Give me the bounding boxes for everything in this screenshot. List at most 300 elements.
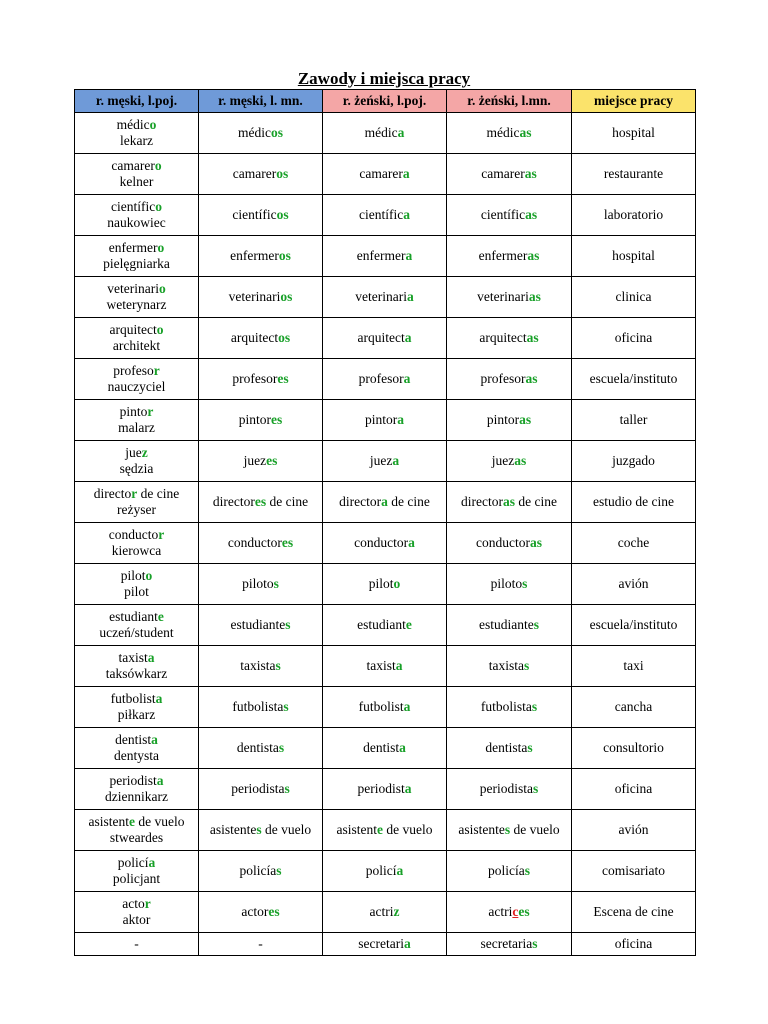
cell-fem-plural: [447, 687, 572, 728]
polish-translation: policjant: [112, 871, 161, 886]
polish-translation: uczeń/student: [99, 625, 174, 640]
spanish-word: [76, 527, 197, 543]
cell-masc-plural: [199, 400, 323, 441]
word-suffix: de vuelo: [383, 822, 433, 837]
word-ending: s: [278, 740, 285, 755]
header-row: [75, 90, 696, 113]
word-stem: asistente: [458, 822, 505, 837]
cell-masc-plural: [199, 851, 323, 892]
cell-masc-singular: [75, 236, 199, 277]
word-ending: s: [276, 863, 282, 878]
cell-workplace: estudio de cine: [572, 482, 696, 523]
table-row: [75, 851, 696, 892]
word-ending: s: [283, 699, 289, 714]
cell-fem-plural: [447, 277, 572, 318]
word-stem: médic: [116, 117, 150, 132]
irregular-letter: c: [512, 904, 519, 919]
word-ending: e: [129, 814, 135, 829]
table-row: [75, 400, 696, 441]
header-masc-singular: r. męski, l.poj.: [75, 90, 199, 113]
cell-masc-plural: [199, 482, 323, 523]
polish-translation: kierowca: [111, 543, 162, 558]
word-ending: a: [406, 289, 414, 304]
polish-translation: malarz: [118, 420, 155, 435]
word-stem: periodist: [357, 781, 405, 796]
spanish-word: [76, 322, 197, 338]
word-ending: o: [155, 199, 162, 214]
word-suffix: de vuelo: [135, 814, 185, 829]
word-stem: secretari: [358, 936, 404, 951]
word-ending: s: [531, 699, 538, 714]
word-ending: s: [273, 576, 279, 591]
word-stem: secretaria: [480, 936, 533, 951]
cell-masc-plural: [199, 359, 323, 400]
word-ending: os: [278, 330, 291, 345]
cell-masc-plural: [199, 236, 323, 277]
word-stem: acto: [122, 896, 145, 911]
word-stem: científic: [359, 207, 404, 222]
word-ending: s: [275, 658, 281, 673]
cell-fem-singular: [323, 687, 447, 728]
word-ending: a: [408, 535, 415, 550]
table-row: [75, 892, 696, 933]
cell-masc-plural: [199, 195, 323, 236]
word-stem: conducto: [108, 527, 159, 542]
cell-fem-plural: [447, 769, 572, 810]
word-ending: s: [285, 617, 291, 632]
cell-fem-singular: [323, 646, 447, 687]
spanish-word: [76, 773, 197, 789]
word-stem: veterinari: [228, 289, 281, 304]
cell-workplace: juzgado: [572, 441, 696, 482]
word-ending: a: [395, 658, 403, 673]
spanish-word: [76, 404, 197, 420]
word-ending: as: [527, 248, 540, 263]
cell-masc-plural: [199, 769, 323, 810]
word-stem: futbolista: [480, 699, 532, 714]
header-fem-plural: r. żeński, l.mn.: [447, 90, 572, 113]
table-row: [75, 482, 696, 523]
spanish-word: [76, 650, 197, 666]
word-stem: arquitect: [479, 330, 527, 345]
cell-masc-singular: [75, 359, 199, 400]
polish-translation: dentysta: [114, 748, 159, 763]
word-ending: es: [277, 371, 289, 386]
cell-masc-plural: [199, 113, 323, 154]
word-stem: enfermer: [478, 248, 528, 263]
word-stem: conductor: [354, 535, 409, 550]
word-ending: es: [271, 412, 283, 427]
word-ending: a: [381, 494, 388, 509]
word-stem: juez: [243, 453, 267, 468]
polish-translation: reżyser: [117, 502, 156, 517]
cell-fem-plural: [447, 523, 572, 564]
cell-fem-plural: [447, 154, 572, 195]
word-stem: dentista: [485, 740, 528, 755]
cell-fem-singular: [323, 933, 447, 956]
cell-fem-plural: [447, 851, 572, 892]
cell-masc-plural: [199, 318, 323, 359]
cell-fem-plural: [447, 933, 572, 956]
word-stem: director: [212, 494, 255, 509]
word-stem: estudiante: [479, 617, 534, 632]
spanish-word: [76, 240, 197, 256]
word-stem: arquitect: [357, 330, 405, 345]
cell-workplace: avión: [572, 564, 696, 605]
word-ending: a: [403, 699, 411, 714]
word-stem: dentist: [115, 732, 152, 747]
polish-translation: sędzia: [119, 461, 154, 476]
word-stem: taxist: [366, 658, 396, 673]
word-suffix: de cine: [137, 486, 180, 501]
cell-fem-singular: [323, 810, 447, 851]
cell-fem-singular: [323, 113, 447, 154]
word-stem: periodist: [109, 773, 157, 788]
cell-fem-singular: [323, 195, 447, 236]
cell-fem-singular: [323, 154, 447, 195]
word-stem: policí: [117, 855, 149, 870]
word-stem: periodista: [479, 781, 533, 796]
header-masc-plural: r. męski, l. mn.: [199, 90, 323, 113]
word-stem: estudiant: [357, 617, 406, 632]
polish-translation: lekarz: [120, 133, 153, 148]
word-ending: as: [519, 412, 532, 427]
word-ending: a: [151, 732, 158, 747]
cell-fem-singular: [323, 359, 447, 400]
word-ending: os: [270, 125, 283, 140]
word-stem: médic: [364, 125, 398, 140]
cell-masc-singular: [75, 318, 199, 359]
cell-fem-plural: [447, 605, 572, 646]
header-workplace: miejsce pracy: [572, 90, 696, 113]
cell-workplace: consultorio: [572, 728, 696, 769]
spanish-word: [76, 199, 197, 215]
cell-masc-plural: [199, 892, 323, 933]
cell-fem-plural: [447, 359, 572, 400]
word-stem: camarer: [359, 166, 403, 181]
table-row: [75, 441, 696, 482]
word-stem: policí: [365, 863, 397, 878]
word-ending: a: [405, 248, 413, 263]
table-row: [75, 810, 696, 851]
cell-workplace: taller: [572, 400, 696, 441]
word-ending: a: [399, 740, 406, 755]
word-suffix: de cine: [515, 494, 557, 509]
spanish-word: [76, 691, 197, 707]
word-suffix: de vuelo: [510, 822, 560, 837]
word-stem: veterinari: [355, 289, 407, 304]
word-ending: a: [403, 936, 411, 951]
cell-masc-plural: [199, 728, 323, 769]
word-ending: o: [393, 576, 401, 591]
word-stem: juez: [491, 453, 515, 468]
cell-masc-singular: [75, 605, 199, 646]
cell-fem-plural: [447, 318, 572, 359]
word-stem: director: [339, 494, 382, 509]
polish-translation: kelner: [119, 174, 154, 189]
cell-workplace: comisariato: [572, 851, 696, 892]
polish-translation: stweardes: [109, 830, 164, 845]
cell-fem-singular: [323, 482, 447, 523]
cell-workplace: coche: [572, 523, 696, 564]
spanish-word: [76, 732, 197, 748]
word-ending: e: [377, 822, 383, 837]
word-stem: juez: [369, 453, 393, 468]
spanish-word: [76, 158, 197, 174]
cell-masc-singular: [75, 728, 199, 769]
word-stem: jue: [125, 445, 142, 460]
word-stem: profesor: [480, 371, 526, 386]
word-stem: camarer: [232, 166, 277, 181]
cell-masc-singular: [75, 482, 199, 523]
word-ending: as: [526, 330, 539, 345]
spanish-word: [76, 814, 197, 830]
word-stem: pinto: [119, 404, 148, 419]
word-ending: a: [396, 863, 404, 878]
cell-fem-singular: [323, 892, 447, 933]
spanish-word: [76, 609, 197, 625]
cell-masc-singular: [75, 646, 199, 687]
cell-fem-plural: [447, 728, 572, 769]
cell-masc-singular: [75, 564, 199, 605]
cell-fem-singular: [323, 605, 447, 646]
cell-masc-plural: [199, 687, 323, 728]
spanish-word: [76, 117, 197, 133]
cell-masc-plural: [199, 605, 323, 646]
word-ending: o: [157, 240, 165, 255]
word-stem: dentist: [363, 740, 400, 755]
word-ending: s: [256, 822, 262, 837]
professions-table: [74, 89, 696, 956]
cell-masc-singular: [75, 195, 199, 236]
word-ending: s: [532, 936, 538, 951]
word-ending: o: [154, 158, 162, 173]
word-ending: a: [392, 453, 400, 468]
cell-masc-plural: -: [199, 933, 323, 956]
word-stem: pintor: [486, 412, 520, 427]
word-stem: enfermer: [230, 248, 279, 263]
cell-workplace: oficina: [572, 933, 696, 956]
word-ending: r: [158, 527, 165, 542]
word-stem: asistente: [209, 822, 257, 837]
word-ending: r: [153, 363, 160, 378]
word-stem: veterinari: [107, 281, 159, 296]
word-ending: a: [404, 781, 412, 796]
polish-translation: weterynarz: [106, 297, 167, 312]
cell-workplace: Escena de cine: [572, 892, 696, 933]
word-ending: z: [141, 445, 148, 460]
word-ending: s: [524, 863, 530, 878]
word-ending: es: [266, 453, 278, 468]
cell-fem-plural: [447, 810, 572, 851]
word-stem: pilot: [120, 568, 146, 583]
word-stem: asistent: [336, 822, 377, 837]
word-stem: periodista: [231, 781, 285, 796]
cell-fem-singular: [323, 400, 447, 441]
table-row: [75, 318, 696, 359]
word-stem: veterinari: [477, 289, 529, 304]
word-ending: o: [149, 117, 157, 132]
table-row: [75, 154, 696, 195]
word-stem: piloto: [490, 576, 523, 591]
cell-masc-singular: [75, 523, 199, 564]
polish-translation: nauczyciel: [107, 379, 166, 394]
word-ending: a: [156, 773, 164, 788]
word-stem: profesor: [358, 371, 404, 386]
cell-masc-plural: [199, 277, 323, 318]
cell-masc-singular: [75, 400, 199, 441]
cell-fem-singular: [323, 441, 447, 482]
cell-masc-singular: [75, 441, 199, 482]
cell-workplace: clinica: [572, 277, 696, 318]
spanish-word: [76, 445, 197, 461]
word-ending: s: [533, 617, 539, 632]
word-ending: as: [525, 371, 538, 386]
spanish-word: [76, 281, 197, 297]
cell-fem-singular: [323, 318, 447, 359]
polish-translation: piłkarz: [117, 707, 156, 722]
word-stem: conductor: [227, 535, 282, 550]
word-stem: actri: [369, 904, 394, 919]
word-stem: profeso: [113, 363, 154, 378]
word-stem: enfermer: [108, 240, 158, 255]
word-ending: as: [524, 166, 537, 181]
word-stem: científic: [232, 207, 277, 222]
cell-fem-plural: [447, 892, 572, 933]
word-ending: a: [403, 207, 410, 222]
word-stem: conductor: [476, 535, 530, 550]
word-stem: taxist: [118, 650, 148, 665]
word-ending: as: [502, 494, 515, 509]
word-stem: policía: [239, 863, 277, 878]
word-suffix: de cine: [387, 494, 430, 509]
spanish-word: [76, 363, 197, 379]
word-ending: o: [145, 568, 153, 583]
spanish-word: [76, 568, 197, 584]
cell-masc-singular: -: [75, 933, 199, 956]
cell-masc-singular: [75, 687, 199, 728]
word-stem: médic: [486, 125, 520, 140]
cell-fem-singular: [323, 728, 447, 769]
cell-fem-plural: [447, 236, 572, 277]
word-ending: s: [522, 576, 528, 591]
cell-masc-plural: [199, 810, 323, 851]
word-stem: científic: [111, 199, 156, 214]
word-ending: a: [403, 371, 411, 386]
table-row: [75, 646, 696, 687]
word-stem: directo: [93, 486, 132, 501]
word-ending: r: [131, 486, 138, 501]
word-stem: dentista: [236, 740, 279, 755]
cell-masc-plural: [199, 441, 323, 482]
cell-workplace: oficina: [572, 318, 696, 359]
word-ending: a: [397, 412, 404, 427]
polish-translation: dziennikarz: [105, 789, 168, 804]
cell-masc-plural: [199, 646, 323, 687]
cell-masc-singular: [75, 113, 199, 154]
word-ending: es: [518, 904, 530, 919]
word-stem: científic: [480, 207, 526, 222]
word-ending: as: [528, 289, 541, 304]
cell-workplace: laboratorio: [572, 195, 696, 236]
cell-workplace: hospital: [572, 236, 696, 277]
table-row: [75, 933, 696, 956]
word-ending: a: [402, 166, 410, 181]
cell-fem-plural: [447, 564, 572, 605]
word-ending: os: [278, 248, 291, 263]
spanish-word: [76, 855, 197, 871]
table-row: [75, 236, 696, 277]
cell-masc-singular: [75, 277, 199, 318]
cell-masc-plural: [199, 154, 323, 195]
cell-fem-plural: [447, 400, 572, 441]
word-ending: as: [529, 535, 542, 550]
word-ending: a: [155, 691, 163, 706]
word-stem: actri: [488, 904, 513, 919]
cell-masc-singular: [75, 810, 199, 851]
word-stem: profesor: [232, 371, 278, 386]
word-ending: a: [147, 650, 155, 665]
polish-translation: aktor: [122, 912, 151, 927]
cell-workplace: escuela/instituto: [572, 605, 696, 646]
word-ending: o: [158, 281, 166, 296]
word-stem: camarer: [111, 158, 155, 173]
word-stem: policía: [487, 863, 525, 878]
word-ending: es: [254, 494, 267, 509]
polish-translation: pielęgniarka: [103, 256, 170, 271]
word-suffix: de cine: [266, 494, 309, 509]
word-stem: arquitect: [109, 322, 157, 337]
word-stem: futbolist: [110, 691, 156, 706]
word-ending: as: [519, 125, 532, 140]
word-ending: r: [144, 896, 151, 911]
word-suffix: de vuelo: [261, 822, 312, 837]
polish-translation: taksówkarz: [105, 666, 168, 681]
cell-workplace: oficina: [572, 769, 696, 810]
polish-translation: naukowiec: [107, 215, 166, 230]
cell-fem-singular: [323, 277, 447, 318]
cell-fem-plural: [447, 482, 572, 523]
word-ending: a: [148, 855, 156, 870]
word-stem: futbolist: [358, 699, 404, 714]
cell-workplace: cancha: [572, 687, 696, 728]
page-title: Zawody i miejsca pracy: [297, 69, 471, 88]
polish-translation: architekt: [112, 338, 161, 353]
cell-workplace: restaurante: [572, 154, 696, 195]
cell-fem-plural: [447, 646, 572, 687]
cell-fem-singular: [323, 564, 447, 605]
spanish-word: [76, 486, 197, 502]
cell-fem-plural: [447, 113, 572, 154]
word-stem: arquitect: [230, 330, 279, 345]
word-stem: médic: [237, 125, 271, 140]
word-stem: actor: [241, 904, 269, 919]
table-row: [75, 728, 696, 769]
word-ending: as: [525, 207, 538, 222]
cell-masc-singular: [75, 851, 199, 892]
word-stem: estudiante: [230, 617, 286, 632]
word-ending: a: [404, 330, 412, 345]
cell-workplace: taxi: [572, 646, 696, 687]
cell-fem-plural: [447, 441, 572, 482]
cell-masc-singular: [75, 892, 199, 933]
word-stem: camarer: [481, 166, 525, 181]
word-ending: as: [514, 453, 527, 468]
cell-masc-singular: [75, 154, 199, 195]
cell-fem-plural: [447, 195, 572, 236]
header-fem-singular: r. żeński, l.poj.: [323, 90, 447, 113]
word-ending: es: [281, 535, 294, 550]
